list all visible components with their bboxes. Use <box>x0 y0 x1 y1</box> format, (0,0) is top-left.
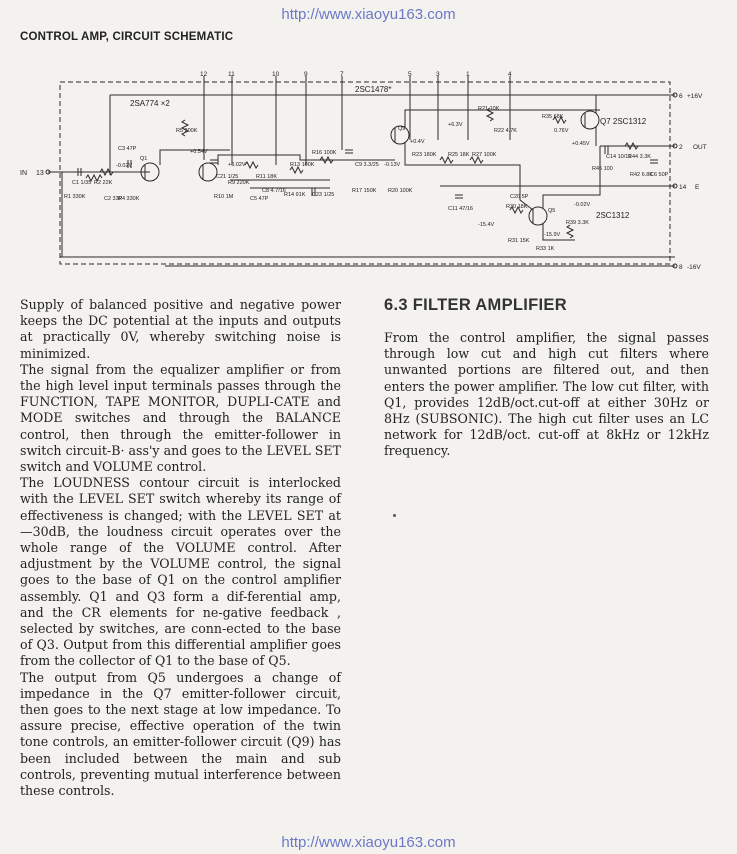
label-q9: Q9 <box>398 126 406 132</box>
terminal-14-pin: 14 <box>679 184 687 191</box>
left-paragraph-1: Supply of balanced positive and negative power keeps the DC potential at the inputs and outputs at practically 0V, whereby switching noise is minimized. <box>20 297 341 361</box>
label-r13: R13 100K <box>290 162 315 168</box>
label-r45: R45 100 <box>592 166 613 172</box>
label-r25: R25 18K <box>448 152 470 158</box>
label-v-013: -0.13V <box>384 162 401 168</box>
right-column-paragraph: From the control amplifier, the signal passes through low cut and high cut filters where unwanted portions are filtered out, and then enters the power amplifier. The low cut filter, with Q1, provides 12dB/oct.cut-off at either 30Hz or 8Hz (SUBSONIC). The high cut filter uses an LC network for 12dB/oct. cut-off at 8kHz or 12kHz frequency. <box>384 330 709 459</box>
label-r4: R4 330K <box>118 196 140 202</box>
left-paragraph-3: The LOUDNESS contour circuit is interlocked with the LEVEL SET switch whereby its range of effectiveness is changed; with the LEVEL SET at —30dB, the loudness circuit operates over the whole range of the VOLUME control. After adjustment by the VOLUME control, the signal goes to the base of Q1 on the control amplifier assembly. Q1 and Q3 form a dif-ferential amp, and the CR elements for ne-gative feedback , selected by switches, are conn-ected to the base of Q3. Output from this differential amplifier goes from the collector of Q1 to the base of Q5. <box>20 475 341 669</box>
label-r5: R5 200K <box>176 128 198 134</box>
label-r21: R21 10K <box>478 106 500 112</box>
label-r10: R10 1M <box>214 194 234 200</box>
label-c21: C21 1/25 <box>216 174 239 180</box>
label-v-002b: +0.02V <box>228 162 246 168</box>
label-c5: C5 47P <box>250 196 269 202</box>
terminal-in-label: IN <box>20 170 27 177</box>
label-r9: R9 220K <box>228 180 250 186</box>
label-r44: R44 3.3K <box>628 154 651 160</box>
label-r20: R20 100K <box>388 188 413 194</box>
pin-5: 5 <box>408 71 412 78</box>
label-r14: R14 91K <box>284 192 306 198</box>
label-r22: R22 4.7K <box>494 128 517 134</box>
left-paragraph-4: The output from Q5 undergoes a change of impedance in the Q7 emitter-follower circuit, then goes to the next stage at low impedance. To assure precise, effective operation of the twin tone controls, an emitter-follower circuit (Q9) has been included between the main and sub controls, preventing mutual interference between these controls. <box>20 669 341 799</box>
label-v-054: +0.54V <box>190 149 208 155</box>
label-r39: R39 3.3K <box>566 220 589 226</box>
left-paragraph-2: The signal from the equalizer amplifier or from the high level input terminals passes through the FUNCTION, TAPE MONITOR, DUPLI-CATE and MODE switches and through the BALANCE control, then through the emitter-follower in switch circuit-B· ass'y and goes to the LEVEL SET switch and VOLUME control. <box>20 361 341 475</box>
label-r33: R33 1K <box>536 246 555 252</box>
label-v-076: 0.76V <box>554 128 569 134</box>
pin-3: 3 <box>436 71 440 78</box>
label-q5: Q5 <box>548 208 556 214</box>
transistor-label-2sa774: 2SA774 ×2 <box>130 99 170 108</box>
left-column-text <box>20 297 341 799</box>
watermark-top-url[interactable]: http://www.xiaoyu163.com <box>281 6 456 23</box>
label-r31: R31 15K <box>508 238 530 244</box>
label-c1: C1 1/35 <box>72 180 92 186</box>
label-r23: R23 180K <box>412 152 437 158</box>
transistor-label-q7: Q7 2SC1312 <box>600 117 647 126</box>
label-r11: R11 18K <box>256 174 277 180</box>
terminal-6-pin: 6 <box>679 93 683 100</box>
label-v-04: +0.4V <box>410 139 425 145</box>
label-v-159: -15.9V <box>544 232 561 238</box>
terminal-2-label: OUT <box>693 144 707 151</box>
terminal-2-pin: 2 <box>679 144 683 151</box>
label-c14: C14 10/16 <box>606 154 632 160</box>
label-q1: Q1 <box>140 156 148 162</box>
label-c6: C6 50P <box>650 172 669 178</box>
watermark-bottom-url[interactable]: http://www.xiaoyu163.com <box>281 834 456 851</box>
label-c2: C2 33P <box>104 196 123 202</box>
page-header: CONTROL AMP, CIRCUIT SCHEMATIC <box>20 31 234 43</box>
label-c3: C3 47P <box>118 146 137 152</box>
label-r17: R17 150K <box>352 188 377 194</box>
label-c20: C20 5P <box>510 194 529 200</box>
label-r1: R1 330K <box>64 194 86 200</box>
label-r16: R16 100K <box>312 150 337 156</box>
pin-10: 10 <box>272 71 280 78</box>
label-r30: R30 18K <box>506 204 528 210</box>
label-c11: C11 47/16 <box>448 206 473 212</box>
transistor-label-q5: 2SC1312 <box>596 211 630 220</box>
label-c8: C8 4.7/16 <box>262 188 286 194</box>
stray-dot <box>393 514 396 517</box>
label-c23: C23 1/25 <box>312 192 335 198</box>
label-v-63: +6.3V <box>448 122 463 128</box>
pin-12: 12 <box>200 71 208 78</box>
pin-7: 7 <box>340 71 344 78</box>
section-title-filter-amplifier: 6.3 FILTER AMPLIFIER <box>384 296 567 314</box>
terminal-in-pin: 13 <box>36 170 44 177</box>
terminal-6-label: +16V <box>687 93 703 100</box>
terminal-14-label: E <box>695 184 700 191</box>
pin-9: 9 <box>304 71 308 78</box>
transistor-label-2sc1478: 2SC1478* <box>355 85 392 94</box>
label-r42: R42 6.8K <box>630 172 653 178</box>
terminal-8-label: -16V <box>687 264 701 271</box>
label-c9: C9 3.3/25 <box>355 162 379 168</box>
label-v-002: -0.02V <box>116 163 133 169</box>
terminal-8-pin: 8 <box>679 264 683 271</box>
label-v-045: +0.45V <box>572 141 590 147</box>
label-r2: R2 22K <box>94 180 113 186</box>
label-r35: R35 68K <box>542 114 564 120</box>
label-v-154: -15.4V <box>478 222 495 228</box>
circuit-schematic <box>0 62 737 277</box>
label-r27: R27 100K <box>472 152 497 158</box>
pin-11: 11 <box>228 71 235 78</box>
pin-4: 4 <box>508 71 512 78</box>
pin-1: 1 <box>466 71 470 78</box>
label-v-002c: -0.02V <box>574 202 591 208</box>
